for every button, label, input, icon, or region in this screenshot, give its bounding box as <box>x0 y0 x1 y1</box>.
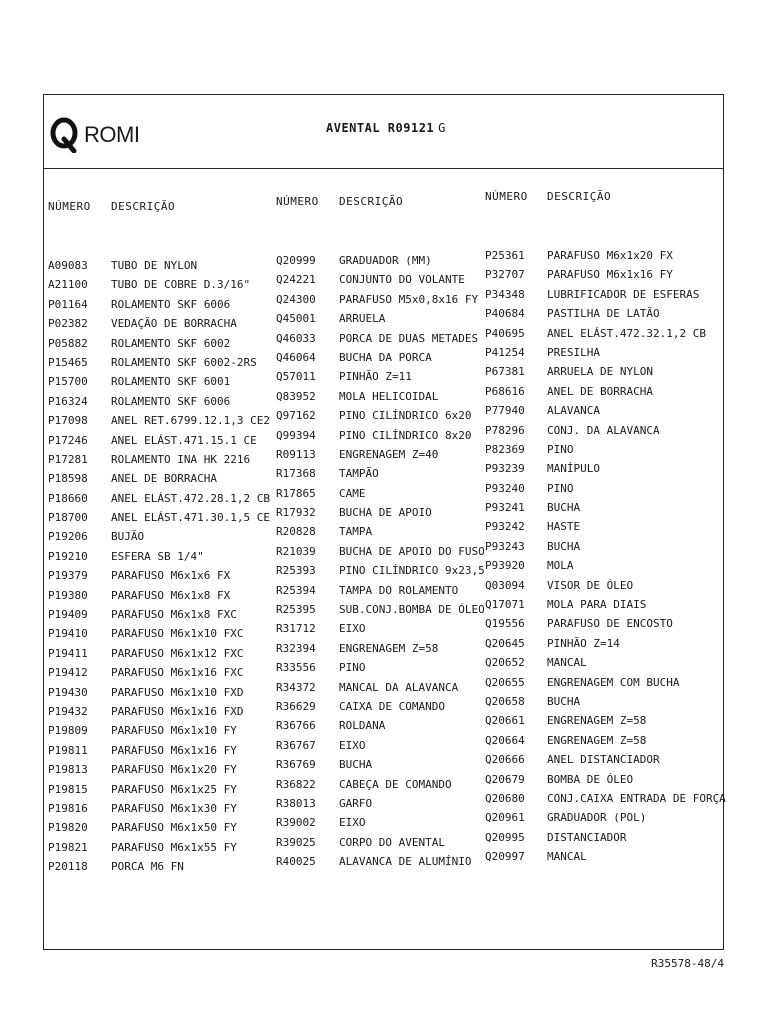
col3-numbers <box>485 246 525 867</box>
part-number: P19379 <box>48 569 88 583</box>
part-number: R36769 <box>276 758 316 772</box>
part-description: PINO <box>547 442 574 456</box>
col1-numero-header: NÚMERO <box>48 200 91 213</box>
part-number: R32394 <box>276 641 316 655</box>
part-number: Q57011 <box>276 370 316 384</box>
col2-descricao-header: DESCRIÇÃO <box>339 195 404 208</box>
part-number: P19811 <box>48 743 88 757</box>
part-number: P17281 <box>48 452 88 466</box>
part-description: PINO CILÍNDRICO 8x20 <box>339 428 472 442</box>
part-description: PARAFUSO M5x0,8x16 FY <box>339 292 479 306</box>
part-description: GARFO <box>339 796 373 810</box>
part-description: ARRUELA DE NYLON <box>547 365 653 379</box>
part-number: Q97162 <box>276 409 316 423</box>
part-description: MANCAL <box>547 656 587 670</box>
part-description: MOLA HELICOIDAL <box>339 389 439 403</box>
brand-logo <box>50 115 139 155</box>
part-description: PARAFUSO M6x1x6 FX <box>111 569 231 583</box>
part-number: P02382 <box>48 317 88 331</box>
part-description: TAMPÃO <box>339 467 379 481</box>
part-number: Q24300 <box>276 292 316 306</box>
part-description: CONJ.CAIXA ENTRADA DE FORÇA <box>547 791 726 805</box>
title-text: AVENTAL R09121 <box>326 121 435 135</box>
part-number: Q46033 <box>276 331 316 345</box>
part-description: VISOR DE ÓLEO <box>547 578 634 592</box>
part-description: ROLAMENTO SKF 6006 <box>111 297 231 311</box>
part-number: R17865 <box>276 486 316 500</box>
part-number: Q20997 <box>485 850 525 864</box>
col2-numero-header: NÚMERO <box>276 195 319 208</box>
part-number: P01164 <box>48 297 88 311</box>
part-description: PARAFUSO M6x1x30 FY <box>111 801 237 815</box>
part-description: TAMPA DO ROLAMENTO <box>339 583 459 597</box>
part-number: P77940 <box>485 404 525 418</box>
part-number: R25395 <box>276 603 316 617</box>
part-description: CABEÇA DE COMANDO <box>339 777 452 791</box>
part-number: Q46064 <box>276 350 316 364</box>
part-description: PARAFUSO M6x1x10 FY <box>111 724 237 738</box>
part-number: R33556 <box>276 661 316 675</box>
part-description: TUBO DE NYLON <box>111 259 198 272</box>
part-description: PINO CILÍNDRICO 6x20 <box>339 409 472 423</box>
part-number: Q20661 <box>485 714 525 728</box>
part-number: Q17071 <box>485 598 525 612</box>
part-description: ANEL ELÁST.472.28.1,2 CB <box>111 491 270 505</box>
part-number: P19210 <box>48 549 88 563</box>
part-description: PINO <box>547 481 574 495</box>
part-description: CONJ. DA ALAVANCA <box>547 423 660 437</box>
part-number: Q20655 <box>485 675 525 689</box>
part-number: A09083 <box>48 259 88 272</box>
part-description: CONJUNTO DO VOLANTE <box>339 273 465 287</box>
part-number: P19206 <box>48 530 88 544</box>
part-number: P18598 <box>48 472 88 486</box>
part-description: MANÍPULO <box>547 462 600 476</box>
part-description: PARAFUSO M6x1x25 FY <box>111 782 237 796</box>
part-number: P16324 <box>48 394 88 408</box>
part-number: P15700 <box>48 375 88 389</box>
part-description: ENGRENAGEM COM BUCHA <box>547 675 680 689</box>
part-number: P93239 <box>485 462 525 476</box>
col3-descriptions <box>547 246 726 867</box>
part-description: PARAFUSO M6x1x55 FY <box>111 840 237 854</box>
part-description: PARAFUSO M6x1x8 FX <box>111 588 231 602</box>
part-description: PARAFUSO M6x1x16 FY <box>547 268 673 282</box>
part-number: Q20666 <box>485 753 525 767</box>
part-description: BUCHA <box>547 501 581 515</box>
part-description: BUCHA <box>339 758 373 772</box>
part-number: P93243 <box>485 539 525 553</box>
part-description: BUCHA <box>547 539 581 553</box>
part-number: R09113 <box>276 447 316 461</box>
part-number: P05882 <box>48 336 88 350</box>
page-title <box>326 121 446 135</box>
part-number: P93241 <box>485 501 525 515</box>
part-description: ALAVANCA DE ALUMÍNIO <box>339 855 472 869</box>
part-number: Q20658 <box>485 694 525 708</box>
part-number: Q24221 <box>276 273 316 287</box>
col3-numero-header: NÚMERO <box>485 190 528 203</box>
part-description: PINO <box>339 661 366 675</box>
part-number: P19412 <box>48 666 88 680</box>
part-description: GRADUADOR (MM) <box>339 254 432 267</box>
part-description: ANEL DE BORRACHA <box>547 384 653 398</box>
part-description: PRESILHA <box>547 345 600 359</box>
part-description: ROLDANA <box>339 719 386 733</box>
part-number: R17932 <box>276 506 316 520</box>
part-description: ROLAMENTO SKF 6006 <box>111 394 231 408</box>
revision-letter: G <box>438 121 446 135</box>
part-number: R38013 <box>276 796 316 810</box>
part-description: BUCHA DE APOIO <box>339 506 432 520</box>
part-description: PASTILHA DE LATÃO <box>547 307 660 321</box>
part-number: Q19556 <box>485 617 525 631</box>
part-description: PARAFUSO M6x1x20 FX <box>547 249 673 262</box>
part-number: A21100 <box>48 278 88 292</box>
part-description: ENGRENAGEM Z=58 <box>339 641 439 655</box>
part-description: PARAFUSO M6x1x8 FXC <box>111 608 237 622</box>
part-description: PINO CILÍNDRICO 9x23,5 <box>339 564 485 578</box>
part-number: P19809 <box>48 724 88 738</box>
part-number: P19410 <box>48 627 88 641</box>
part-description: MANCAL <box>547 850 587 864</box>
part-description: ALAVANCA <box>547 404 600 418</box>
part-number: P19432 <box>48 704 88 718</box>
part-number: P19815 <box>48 782 88 796</box>
part-number: R39002 <box>276 816 316 830</box>
col1-descriptions <box>111 256 270 877</box>
part-number: P19380 <box>48 588 88 602</box>
part-number: Q20652 <box>485 656 525 670</box>
part-number: P25361 <box>485 249 525 262</box>
part-number: Q20999 <box>276 254 316 267</box>
part-number: P18700 <box>48 511 88 525</box>
part-description: PARAFUSO M6x1x10 FXC <box>111 627 244 641</box>
part-description: MOLA PARA DIAIS <box>547 598 647 612</box>
part-number: Q03094 <box>485 578 525 592</box>
part-number: R39025 <box>276 835 316 849</box>
part-description: ROLAMENTO INA HK 2216 <box>111 452 251 466</box>
part-description: PARAFUSO M6x1x16 FY <box>111 743 237 757</box>
part-number: P93920 <box>485 559 525 573</box>
part-description: PARAFUSO M6x1x12 FXC <box>111 646 244 660</box>
part-number: R20828 <box>276 525 316 539</box>
header-divider <box>43 168 724 169</box>
part-description: HASTE <box>547 520 581 534</box>
part-description: ANEL RET.6799.12.1,3 CE2 <box>111 414 270 428</box>
part-number: Q99394 <box>276 428 316 442</box>
part-description: SUB.CONJ.BOMBA DE ÓLEO <box>339 603 485 617</box>
brand-name: ROMI <box>84 122 140 147</box>
col2-descriptions <box>339 251 485 872</box>
part-number: P20118 <box>48 860 88 874</box>
part-description: ENGRENAGEM Z=58 <box>547 714 647 728</box>
part-number: P41254 <box>485 345 525 359</box>
part-description: LUBRIFICADOR DE ESFERAS <box>547 287 700 301</box>
col3-descricao-header: DESCRIÇÃO <box>547 190 612 203</box>
part-description: VEDAÇÃO DE BORRACHA <box>111 317 237 331</box>
part-number: R36767 <box>276 738 316 752</box>
part-number: R36822 <box>276 777 316 791</box>
col2-numbers <box>276 251 316 872</box>
part-description: ARRUELA <box>339 312 386 326</box>
part-number: Q20645 <box>485 636 525 650</box>
part-number: P19411 <box>48 646 88 660</box>
part-description: BUCHA DE APOIO DO FUSO <box>339 544 485 558</box>
part-number: R34372 <box>276 680 316 694</box>
romi-q-icon <box>50 117 80 153</box>
part-number: R40025 <box>276 855 316 869</box>
part-number: P82369 <box>485 442 525 456</box>
part-number: P18660 <box>48 491 88 505</box>
part-number: R25393 <box>276 564 316 578</box>
part-number: P93240 <box>485 481 525 495</box>
part-description: BOMBA DE ÓLEO <box>547 772 634 786</box>
part-number: R36629 <box>276 699 316 713</box>
part-number: R25394 <box>276 583 316 597</box>
part-number: P93242 <box>485 520 525 534</box>
part-description: TAMPA <box>339 525 373 539</box>
part-description: CAIXA DE COMANDO <box>339 699 445 713</box>
part-description: MANCAL DA ALAVANCA <box>339 680 459 694</box>
part-number: Q20679 <box>485 772 525 786</box>
part-number: Q20961 <box>485 811 525 825</box>
part-number: R31712 <box>276 622 316 636</box>
part-number: R21039 <box>276 544 316 558</box>
part-description: EIXO <box>339 622 366 636</box>
part-description: PINHÃO Z=14 <box>547 636 620 650</box>
document-code: R35578-48/4 <box>651 957 724 970</box>
part-description: ENGRENAGEM Z=58 <box>547 733 647 747</box>
part-description: ANEL DISTANCIADOR <box>547 753 660 767</box>
part-description: MOLA <box>547 559 574 573</box>
part-description: EIXO <box>339 738 366 752</box>
part-number: Q20680 <box>485 791 525 805</box>
part-description: PARAFUSO M6x1x50 FY <box>111 821 237 835</box>
part-description: ENGRENAGEM Z=40 <box>339 447 439 461</box>
part-description: BUCHA <box>547 694 581 708</box>
part-number: P15465 <box>48 355 88 369</box>
col1-descricao-header: DESCRIÇÃO <box>111 200 176 213</box>
part-number: P68616 <box>485 384 525 398</box>
part-number: P34348 <box>485 287 525 301</box>
part-number: Q20664 <box>485 733 525 747</box>
part-description: GRADUADOR (POL) <box>547 811 647 825</box>
part-description: ROLAMENTO SKF 6002 <box>111 336 231 350</box>
part-description: CORPO DO AVENTAL <box>339 835 445 849</box>
part-number: P19816 <box>48 801 88 815</box>
part-number: P67381 <box>485 365 525 379</box>
part-number: Q45001 <box>276 312 316 326</box>
part-description: PARAFUSO M6x1x16 FXC <box>111 666 244 680</box>
part-number: P17246 <box>48 433 88 447</box>
part-number: P19409 <box>48 608 88 622</box>
part-number: P17098 <box>48 414 88 428</box>
part-description: ROLAMENTO SKF 6001 <box>111 375 231 389</box>
part-description: PINHÃO Z=11 <box>339 370 412 384</box>
part-number: R17368 <box>276 467 316 481</box>
part-number: P19820 <box>48 821 88 835</box>
part-description: PARAFUSO M6x1x10 FXD <box>111 685 244 699</box>
part-description: PORCA DE DUAS METADES <box>339 331 479 345</box>
part-number: P78296 <box>485 423 525 437</box>
part-number: Q83952 <box>276 389 316 403</box>
col1-numbers <box>48 256 88 877</box>
part-description: ESFERA SB 1/4" <box>111 549 204 563</box>
part-description: ROLAMENTO SKF 6002-2RS <box>111 355 257 369</box>
part-description: BUCHA DA PORCA <box>339 350 432 364</box>
part-number: P19821 <box>48 840 88 854</box>
part-number: P19813 <box>48 763 88 777</box>
part-description: PORCA M6 FN <box>111 860 184 874</box>
part-number: P40684 <box>485 307 525 321</box>
part-description: ANEL ELÁST.471.15.1 CE <box>111 433 257 447</box>
part-description: ANEL DE BORRACHA <box>111 472 217 486</box>
part-number: P19430 <box>48 685 88 699</box>
part-description: BUJÃO <box>111 530 145 544</box>
part-description: ANEL ELÁST.471.30.1,5 CE <box>111 511 270 525</box>
part-description: DISTANCIADOR <box>547 830 627 844</box>
part-description: CAME <box>339 486 366 500</box>
part-description: PARAFUSO M6x1x20 FY <box>111 763 237 777</box>
part-description: EIXO <box>339 816 366 830</box>
part-number: Q20995 <box>485 830 525 844</box>
part-number: P40695 <box>485 326 525 340</box>
part-number: R36766 <box>276 719 316 733</box>
part-number: P32707 <box>485 268 525 282</box>
part-description: PARAFUSO M6x1x16 FXD <box>111 704 244 718</box>
part-description: PARAFUSO DE ENCOSTO <box>547 617 673 631</box>
part-description: ANEL ELÁST.472.32.1,2 CB <box>547 326 706 340</box>
part-description: TUBO DE COBRE D.3/16" <box>111 278 251 292</box>
